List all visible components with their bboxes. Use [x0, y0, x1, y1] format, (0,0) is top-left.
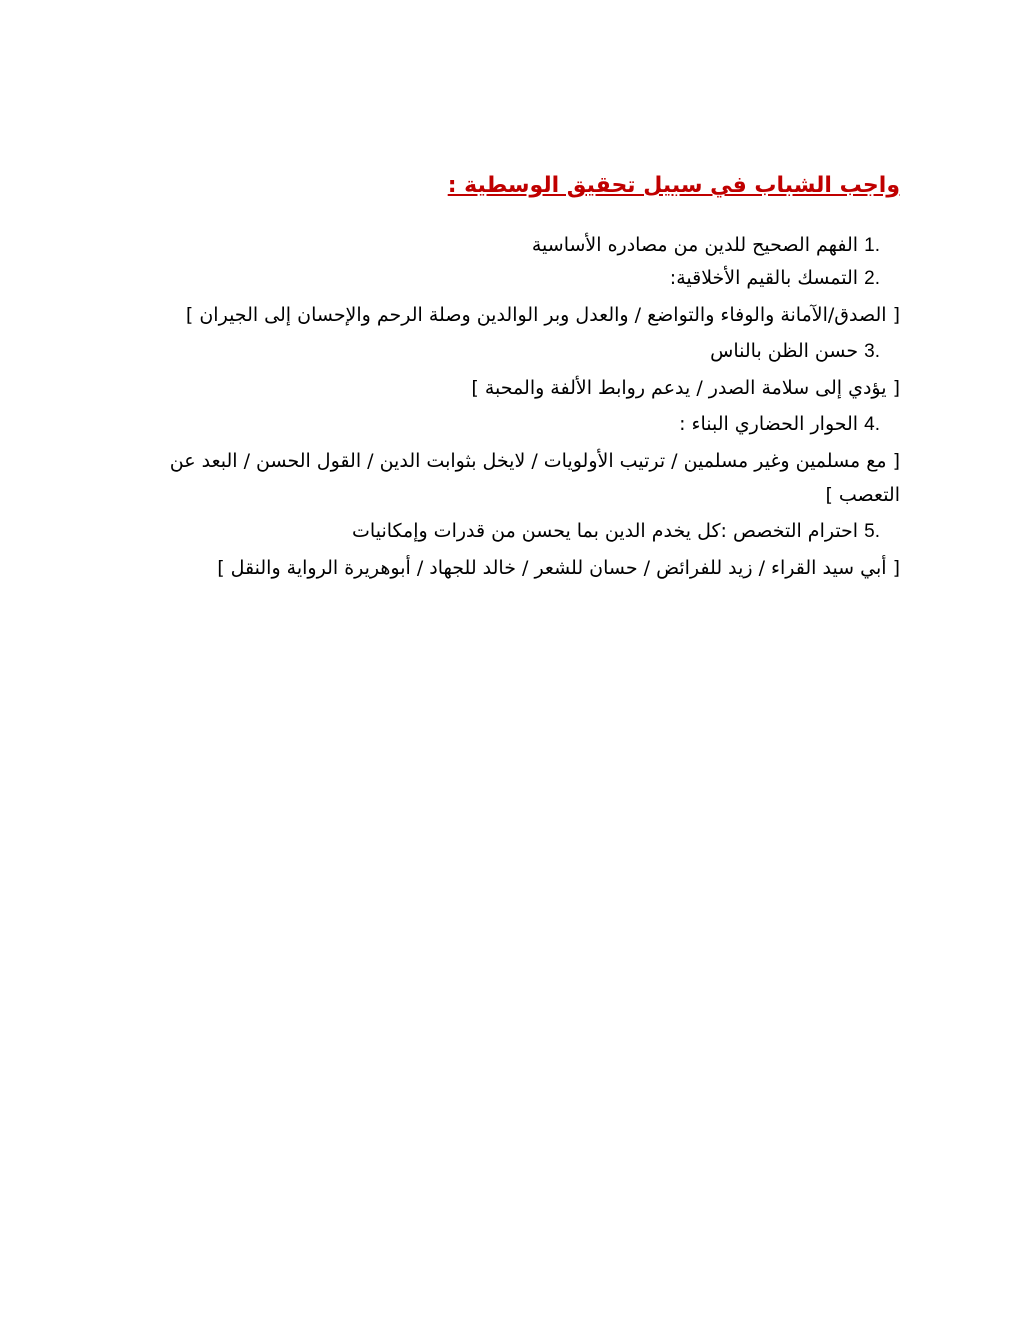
document-title: واجب الشباب في سبيل تحقيق الوسطية :	[447, 173, 900, 198]
document-body	[140, 170, 900, 591]
item-detail-2: [ الصدق/الآمانة والوفاء والتواضع / والعدل وبر الوالدين وصلة الرحم والإحسان إلى الجيران ]	[185, 304, 900, 326]
list-item-1	[140, 232, 900, 259]
item-text: الفهم الصحيح للدين من مصادره الأساسية	[531, 234, 859, 256]
item-number: 5.	[864, 521, 880, 542]
item-text: حسن الظن بالناس	[710, 340, 859, 362]
list-item-5	[140, 518, 900, 545]
list-item-4	[140, 411, 900, 438]
item-number: 4.	[864, 414, 880, 435]
list-item-3	[140, 338, 900, 365]
item-text: احترام التخصص :كل يخدم الدين بما يحسن من قدرات وإمكانيات	[352, 520, 859, 542]
item-text: التمسك بالقيم الأخلاقية:	[669, 267, 859, 289]
item-number: 1.	[864, 235, 880, 256]
item-number: 2.	[864, 268, 880, 289]
item-detail-5: [ أبي سيد القراء / زيد للفرائض / حسان للشعر / خالد للجهاد / أبوهريرة الرواية والنقل ]	[217, 557, 900, 579]
item-number: 3.	[864, 341, 880, 362]
item-detail-4: [ مع مسلمين وغير مسلمين / ترتيب الأولويات / لايخل بثوابت الدين / القول الحسن / البعد عن التعصب ]	[169, 450, 900, 506]
item-detail-3: [ يؤدي إلى سلامة الصدر / يدعم روابط الألفة والمحبة ]	[471, 377, 900, 399]
item-text: الحوار الحضاري البناء :	[679, 413, 859, 435]
list-item-2	[140, 265, 900, 292]
